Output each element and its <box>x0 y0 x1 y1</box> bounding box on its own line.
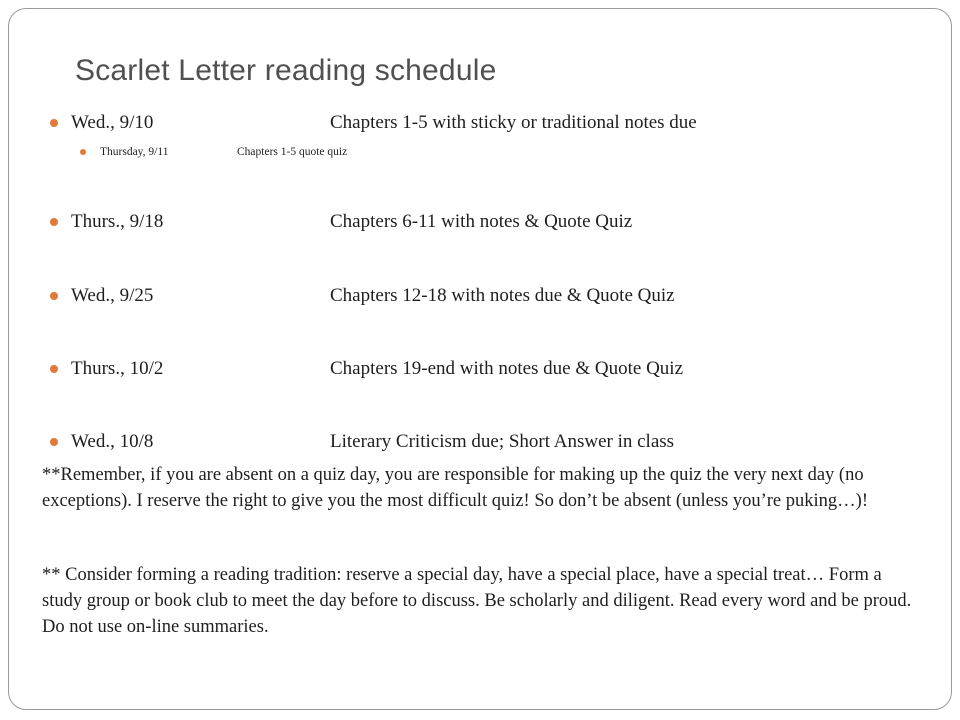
schedule-description: Chapters 12-18 with notes due & Quote Quiz <box>330 285 675 306</box>
schedule-description: Chapters 19-end with notes due & Quote Quiz <box>330 358 684 379</box>
slide-title: Scarlet Letter reading schedule <box>75 54 497 87</box>
schedule-description: Chapters 1-5 with sticky or traditional notes due <box>330 112 697 133</box>
bullet-icon <box>50 365 58 373</box>
schedule-item <box>0 356 960 382</box>
schedule-subitem <box>0 144 960 160</box>
schedule-item <box>0 283 960 309</box>
schedule-date: Thurs., 10/2 <box>71 358 164 379</box>
bullet-icon <box>80 149 86 155</box>
bullet-icon <box>50 438 58 446</box>
reading-tradition-note: ** Consider forming a reading tradition: reserve a special day, have a special place, have a special treat… Form a study group or book club to meet the day before to discuss. Be scholarly and diligent. Read every word and be proud. Do not use on-line summaries. <box>42 565 912 637</box>
schedule-date: Thurs., 9/18 <box>71 211 164 232</box>
schedule-description: Literary Criticism due; Short Answer in class <box>330 431 675 452</box>
schedule-description: Chapters 6-11 with notes & Quote Quiz <box>330 211 633 232</box>
schedule-date: Wed., 10/8 <box>71 431 154 452</box>
schedule-item <box>0 429 960 455</box>
bullet-icon <box>50 292 58 300</box>
schedule-item <box>0 209 960 235</box>
bullet-icon <box>50 119 58 127</box>
bullet-icon <box>50 218 58 226</box>
schedule-date: Thursday, 9/11 <box>100 146 169 158</box>
absence-note: **Remember, if you are absent on a quiz day, you are responsible for making up the quiz the very next day (no exceptions). I reserve the right to give you the most difficult quiz! So don’t be absent (unless you’re puking…)! <box>42 465 868 511</box>
schedule-item <box>0 110 960 136</box>
schedule-date: Wed., 9/25 <box>71 285 154 306</box>
schedule-description: Chapters 1-5 quote quiz <box>237 146 348 158</box>
schedule-date: Wed., 9/10 <box>71 112 154 133</box>
